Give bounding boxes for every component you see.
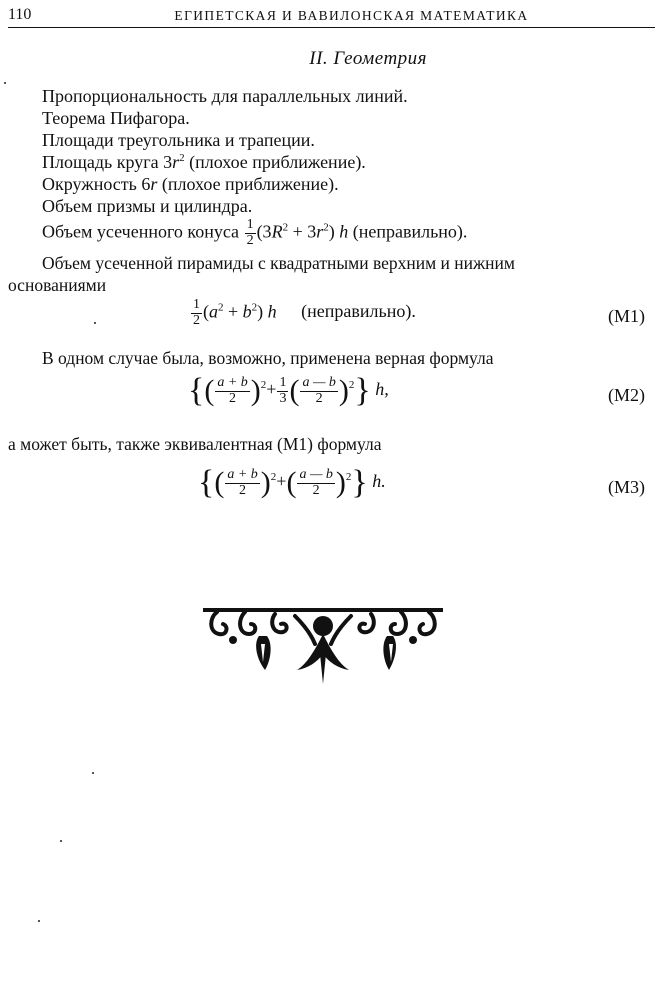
brace-close: } xyxy=(354,372,371,409)
variable: r xyxy=(316,221,324,242)
denominator: 2 xyxy=(300,391,337,407)
exponent: 2 xyxy=(260,379,267,392)
variable: r xyxy=(150,174,158,194)
variable: h xyxy=(263,301,277,322)
pyramid-text-line: Объем усеченной пирамиды с квадратными верхним и нижним xyxy=(42,253,515,273)
paren-open: ( xyxy=(286,466,297,499)
paren-close: ) xyxy=(338,374,349,407)
text: (плохое приближение). xyxy=(184,152,366,172)
list-item: Объем призмы и цилиндра. xyxy=(42,196,253,216)
denominator: 2 xyxy=(225,483,259,499)
cone-volume-line xyxy=(42,218,467,248)
running-head xyxy=(8,6,655,26)
math: (3 xyxy=(256,221,272,242)
numerator: a — b xyxy=(302,374,336,390)
equation-label: (M2) xyxy=(608,385,645,405)
fraction xyxy=(277,376,288,406)
equation-label: (M3) xyxy=(608,477,645,497)
section-title: II. Геометрия xyxy=(309,48,427,69)
pyramid-text-line: основаниями xyxy=(8,275,107,295)
exponent: 2 xyxy=(251,301,258,314)
math: ( xyxy=(203,301,209,322)
math: + 3 xyxy=(288,221,317,242)
ornament-tailpiece-icon xyxy=(203,604,443,686)
equation-label: (M1) xyxy=(608,306,645,326)
print-speck xyxy=(92,772,94,774)
exponent: 2 xyxy=(345,471,352,484)
list-item: Площади треугольника и трапеции. xyxy=(42,130,315,150)
page-number: 110 xyxy=(8,6,32,23)
exponent: 2 xyxy=(323,221,329,234)
list-item xyxy=(42,174,339,195)
numerator: a + b xyxy=(227,466,258,482)
variable: R xyxy=(271,221,283,242)
exponent: 2 xyxy=(218,301,224,314)
formula-m3 xyxy=(198,464,386,502)
paren-close: ) xyxy=(335,466,346,499)
running-title: ЕГИПЕТСКАЯ И ВАВИЛОНСКАЯ МАТЕМАТИКА xyxy=(174,8,529,23)
paren-open: ( xyxy=(204,374,215,407)
paren-open: ( xyxy=(289,374,300,407)
denominator: 2 xyxy=(193,312,200,328)
denominator: 2 xyxy=(246,232,254,248)
paren-close: ) xyxy=(260,466,271,499)
formula-m2 xyxy=(188,372,389,410)
text: Площадь круга 3 xyxy=(42,152,173,172)
brace-open: { xyxy=(198,464,215,501)
math: + xyxy=(223,301,243,322)
variable: b xyxy=(242,301,252,322)
also-text-line: а может быть, также эквивалентная (M1) формула xyxy=(8,434,382,454)
numerator: a + b xyxy=(217,374,248,390)
paren-open: ( xyxy=(214,466,225,499)
print-speck xyxy=(4,82,6,84)
fraction xyxy=(297,468,334,498)
paren-close: ) xyxy=(250,374,261,407)
brace-open: { xyxy=(188,372,205,409)
numerator: 1 xyxy=(246,217,254,232)
text: Объем усеченного конуса xyxy=(42,221,240,242)
formula-m1 xyxy=(190,298,416,328)
list-item xyxy=(42,152,366,173)
fraction xyxy=(225,468,259,498)
math: + xyxy=(266,379,277,400)
fraction xyxy=(300,376,337,406)
fraction xyxy=(245,218,256,248)
list-item: Пропорциональность для параллельных линий. xyxy=(42,86,408,106)
denominator: 2 xyxy=(297,483,334,499)
exponent: 2 xyxy=(179,152,185,164)
math: + xyxy=(276,471,287,492)
fraction xyxy=(215,376,249,406)
text: Окружность 6 xyxy=(42,174,151,194)
print-speck xyxy=(38,920,40,922)
print-speck xyxy=(94,322,96,324)
numerator: 1 xyxy=(193,297,200,312)
formula-note: (неправильно). xyxy=(301,301,416,322)
exponent: 2 xyxy=(270,471,277,484)
text: (плохое приближение). xyxy=(157,174,339,194)
variable: h xyxy=(334,221,349,242)
print-speck xyxy=(60,840,62,842)
case-text-line: В одном случае была, возможно, применена верная формула xyxy=(42,348,494,368)
math: ) xyxy=(257,301,264,322)
header-rule xyxy=(8,27,655,28)
text: (неправильно). xyxy=(348,221,468,242)
exponent: 2 xyxy=(282,221,289,234)
variable: r xyxy=(172,152,180,172)
variable: a xyxy=(209,301,218,322)
denominator: 2 xyxy=(215,391,249,407)
exponent: 2 xyxy=(348,379,355,392)
numerator: a — b xyxy=(299,466,333,482)
list-item: Теорема Пифагора. xyxy=(42,108,190,128)
math: h, xyxy=(375,379,389,400)
brace-close: } xyxy=(351,464,368,501)
math: ) xyxy=(328,221,335,242)
numerator: 1 xyxy=(279,374,287,390)
fraction xyxy=(191,298,202,328)
math: h. xyxy=(372,471,386,492)
denominator: 3 xyxy=(279,390,287,406)
